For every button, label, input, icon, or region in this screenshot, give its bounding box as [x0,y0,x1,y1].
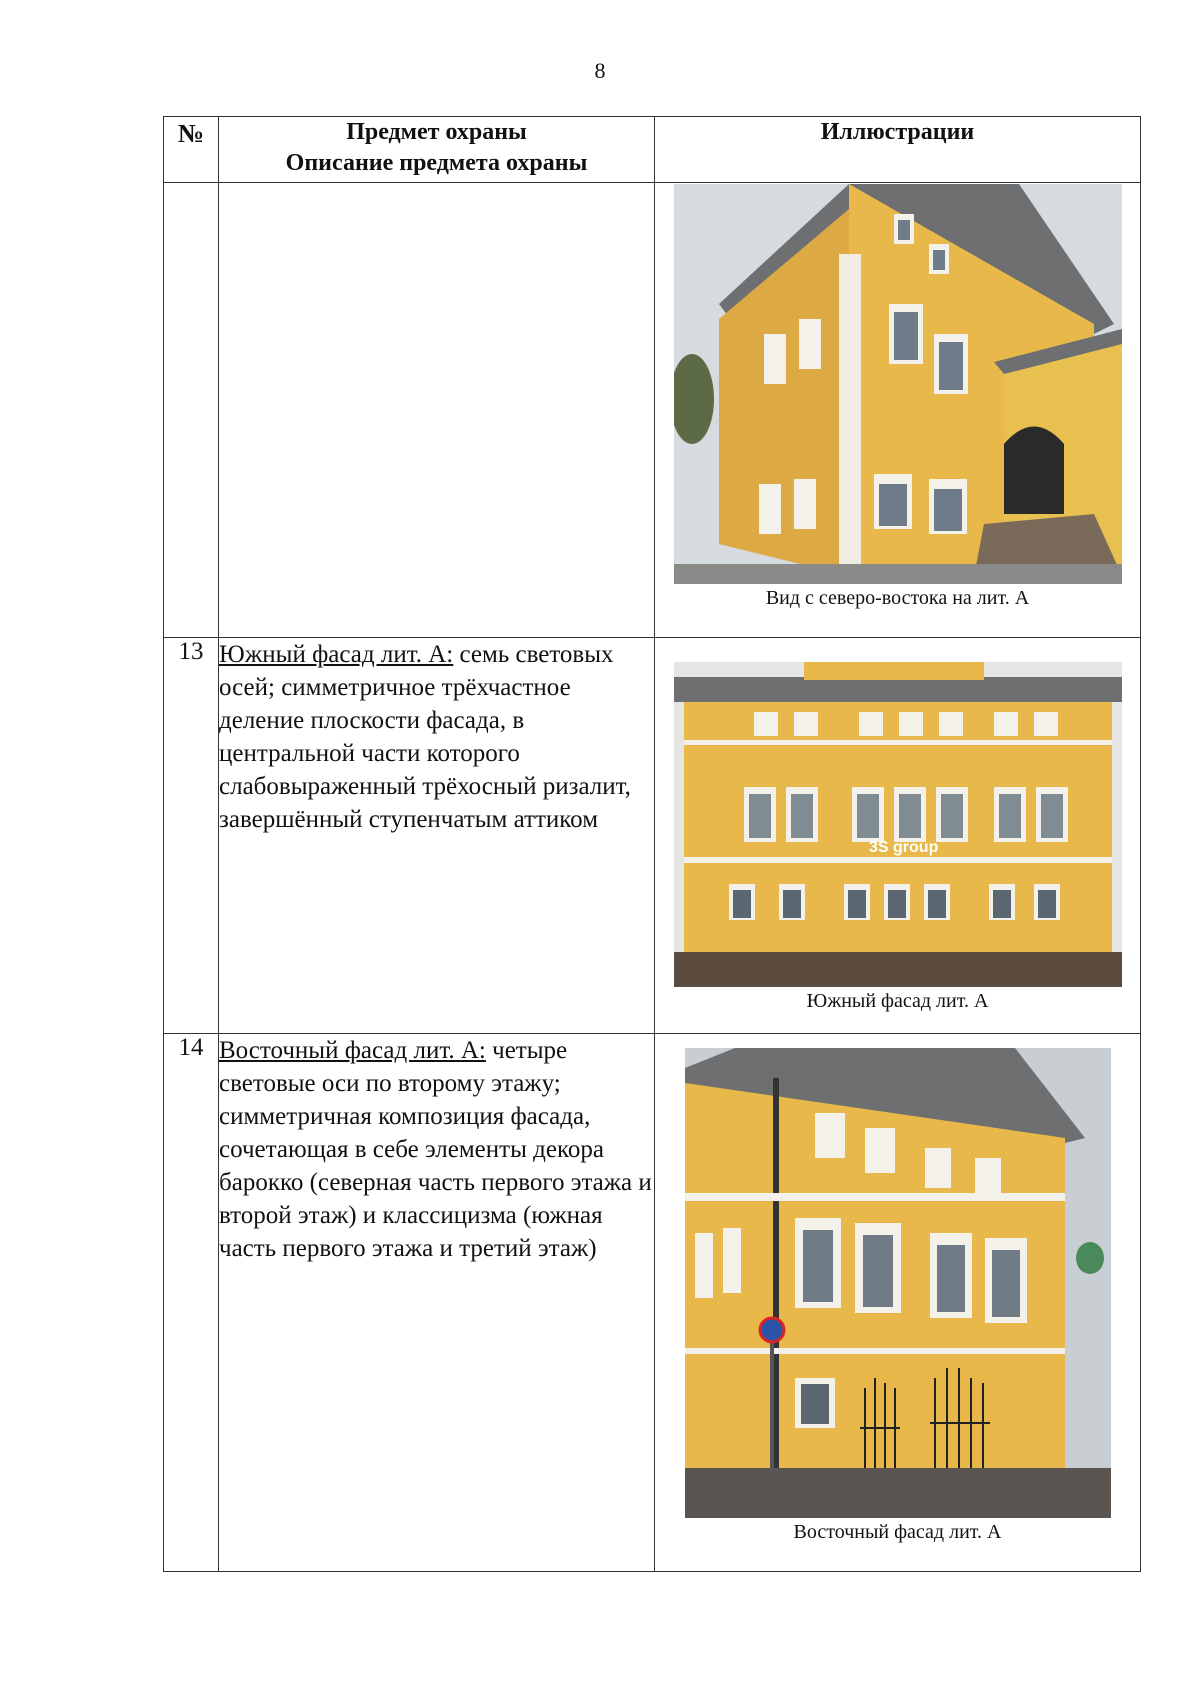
row-description [219,183,655,638]
table-row [164,638,1141,1034]
row-title: Восточный фасад лит. А: [219,1037,486,1064]
header-subject [219,117,655,183]
header-subject-line1: Предмет охраны [346,119,527,145]
row-number: 13 [164,638,219,1034]
row-text: семь световых осей; симметричное трёхчастное деление плоскости фасада, в центральной части которого слабовыраженный трёхосный ризалит, завершённый ступенчатым аттиком [219,641,631,833]
row-illustration [655,183,1141,638]
row-text: четыре световые оси по второму этажу; симметричная композиция фасада, сочетающая в себе элементы декора барокко (северная часть первого этажа и второй этаж) и классицизма (южная часть первого этажа и третий этаж) [219,1037,652,1262]
header-illustrations: Иллюстрации [655,117,1141,183]
table-row [164,1034,1141,1572]
protection-table [163,116,1141,1572]
header-subject-line2: Описание предмета охраны [285,150,588,177]
row-title: Южный фасад лит. А: [219,641,454,668]
photo-sign-text: 3S group [868,839,938,856]
photo-northeast-view [674,184,1122,584]
row-description [219,1034,655,1572]
row-description [219,638,655,1034]
photo-caption: Восточный фасад лит. А [793,1521,1002,1543]
photo-caption: Южный фасад лит. А [806,990,989,1012]
table-row [164,183,1141,638]
photo-caption: Вид с северо-востока на лит. А [765,587,1030,609]
table-header-row [164,117,1141,183]
page-number: 8 [594,58,606,83]
photo-east-facade [685,1048,1111,1518]
header-number: № [164,117,219,183]
row-illustration [655,1034,1141,1572]
photo-south-facade [674,662,1122,987]
row-number [164,183,219,638]
row-illustration [655,638,1141,1034]
row-number: 14 [164,1034,219,1572]
